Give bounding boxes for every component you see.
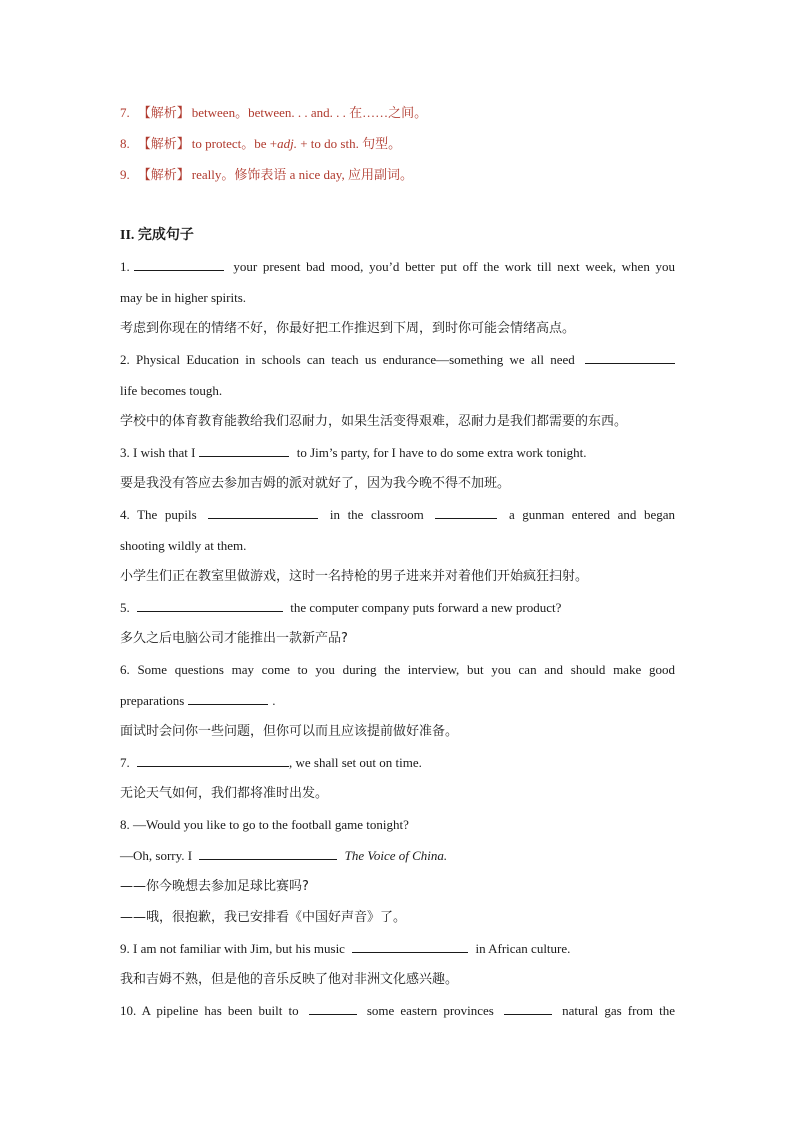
answer-blank[interactable] <box>504 1002 552 1015</box>
answer-blank[interactable] <box>137 754 289 767</box>
answer-7: 7. 【解析】 between。between. . . and. . . 在……之间。 <box>120 105 428 120</box>
question-4: 4. The pupils in the classroom a gunman entered and began <box>120 507 676 522</box>
question-4-cont: shooting wildly at them. <box>120 538 247 553</box>
document-page <box>120 97 675 1026</box>
question-2-translation: 学校中的体育教育能教给我们忍耐力，如果生活变得艰难，忍耐力是我们都需要的东西。 <box>120 414 628 429</box>
question-7-translation: 无论天气如何，我们都将准时出发。 <box>120 786 329 801</box>
question-2: 2. Physical Education in schools can teach us endurance—something we all need <box>120 344 675 375</box>
question-8-translation-1: ——你今晚想去参加足球比赛吗? <box>120 879 309 894</box>
question-3: 3. I wish that I to Jim’s party, for I have to do some extra work tonight. <box>120 445 587 460</box>
answer-blank[interactable] <box>199 444 289 457</box>
question-1-cont: may be in higher spirits. <box>120 290 247 305</box>
answer-blank[interactable] <box>352 940 468 953</box>
question-7: 7. , we shall set out on time. <box>120 755 422 770</box>
question-1: 1. your present bad mood, you’d better put off the work till next week, when you <box>120 259 675 274</box>
answer-9: 9. 【解析】 really。修饰表语 a nice day, 应用副词。 <box>120 167 413 182</box>
answer-8: 8. 【解析】 to protect。be +adj. + to do sth. 句型。 <box>120 136 402 151</box>
question-6: 6. Some questions may come to you during the interview, but you can and should make good <box>120 662 675 677</box>
answer-blank[interactable] <box>208 506 318 519</box>
answer-blank[interactable] <box>199 847 337 860</box>
question-8-translation-2: ——哦，很抱歉，我已安排看《中国好声音》了。 <box>120 910 407 925</box>
question-4-translation: 小学生们正在教室里做游戏，这时一名持枪的男子进来并对着他们开始疯狂扫射。 <box>120 569 589 584</box>
section-title: II. 完成句子 <box>120 228 194 243</box>
question-9: 9. I am not familiar with Jim, but his music in African culture. <box>120 941 571 956</box>
answer-blank[interactable] <box>188 692 268 705</box>
question-6-translation: 面试时会问你一些问题，但你可以而且应该提前做好准备。 <box>120 724 459 739</box>
question-2-cont: life becomes tough. <box>120 383 223 398</box>
question-8: 8. —Would you like to go to the football game tonight? <box>120 817 409 832</box>
answer-blank[interactable] <box>585 351 675 364</box>
question-3-translation: 要是我没有答应去参加吉姆的派对就好了，因为我今晚不得不加班。 <box>120 476 511 491</box>
question-8-reply: —Oh, sorry. I The Voice of China. <box>120 848 448 863</box>
answer-blank[interactable] <box>137 599 283 612</box>
question-5: 5. the computer company puts forward a new product? <box>120 600 562 615</box>
question-9-translation: 我和吉姆不熟，但是他的音乐反映了他对非洲文化感兴趣。 <box>120 972 459 987</box>
answer-blank[interactable] <box>134 258 224 271</box>
question-10: 10. A pipeline has been built to some eastern provinces natural gas from the <box>120 1003 676 1018</box>
question-5-translation: 多久之后电脑公司才能推出一款新产品? <box>120 631 348 646</box>
answer-blank[interactable] <box>309 1002 357 1015</box>
question-1-translation: 考虑到你现在的情绪不好，你最好把工作推迟到下周，到时你可能会情绪高点。 <box>120 321 576 336</box>
answer-blank[interactable] <box>435 506 497 519</box>
question-6-cont: preparations . <box>120 693 276 708</box>
